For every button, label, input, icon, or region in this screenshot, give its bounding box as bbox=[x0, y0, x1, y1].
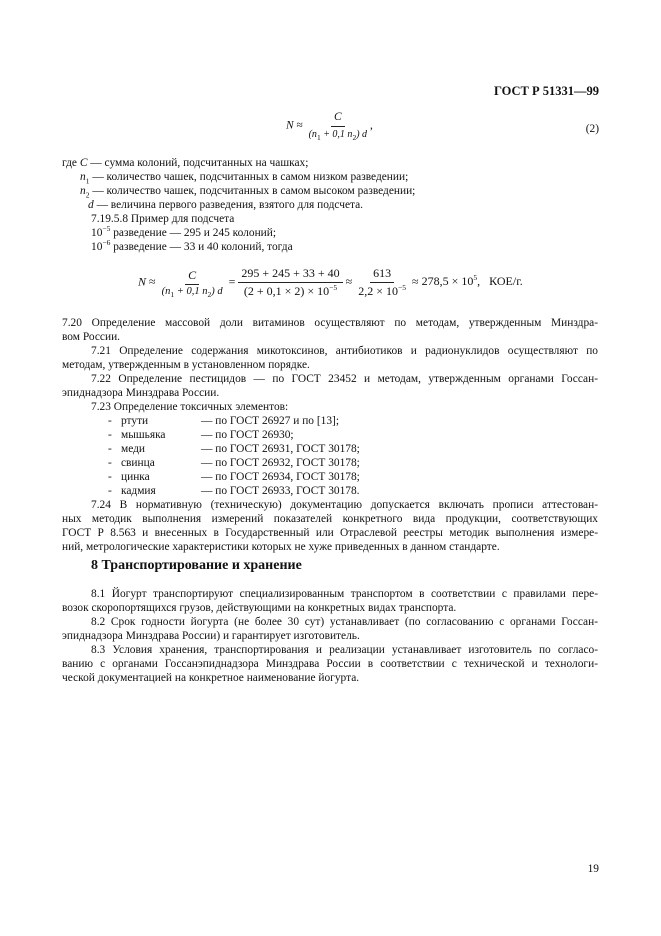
list-item-ref: — по ГОСТ 26930; bbox=[201, 429, 294, 441]
list-item-name: свинца bbox=[121, 457, 155, 469]
para-8-3-line-3: ческой документацией на конкретное наименование йогурта. bbox=[62, 672, 360, 684]
para-7-24-line-2: ных методик выполнения измерений показателей конкретного вида продукции, соответствующих bbox=[62, 513, 598, 525]
example-heading: 7.19.5.8 Пример для подсчета bbox=[91, 213, 235, 225]
list-item-ref: — по ГОСТ 26933, ГОСТ 30178. bbox=[201, 485, 360, 497]
formula-2-tail: , bbox=[370, 119, 373, 132]
para-7-20-line-2: вом России. bbox=[62, 331, 121, 343]
para-7-24-line-1: 7.24 В нормативную (техническую) документацию допускается включать прописи аттестован- bbox=[91, 499, 598, 511]
list-item-ref: — по ГОСТ 26931, ГОСТ 30178; bbox=[201, 443, 360, 455]
formula-2-approx: ≈ bbox=[296, 119, 303, 132]
list-item-dash: - bbox=[108, 485, 112, 497]
list-item-dash: - bbox=[108, 471, 112, 483]
list-item-name: цинка bbox=[121, 471, 150, 483]
section-8-title: 8 Транспортирование и хранение bbox=[91, 558, 302, 573]
para-7-21-line-2: методам, утвержденным в установленном порядке. bbox=[62, 359, 310, 371]
list-item-dash: - bbox=[108, 429, 112, 441]
formula-2-fraction bbox=[306, 110, 370, 142]
where-n2: $n_2$ — количество чашек, подсчитанных в самом высоком разведении; bbox=[80, 185, 416, 200]
document-header: ГОСТ Р 51331—99 bbox=[493, 84, 599, 98]
para-7-22-line-2: эпиднадзора Минздрава России. bbox=[62, 387, 220, 399]
where-c: где C — сумма колоний, подсчитанных на чашках; bbox=[62, 157, 309, 169]
list-item-name: кадмия bbox=[121, 485, 156, 497]
list-item-ref: — по ГОСТ 26934, ГОСТ 30178; bbox=[201, 471, 360, 483]
para-7-22-line-1: 7.22 Определение пестицидов — по ГОСТ 23452 и методам, утвержденным органами Госсан- bbox=[91, 373, 598, 385]
para-8-1-line-2: возок скоропортящихся грузов, действующими на конкретных видах транспорта. bbox=[62, 602, 457, 614]
para-7-23-heading: 7.23 Определение токсичных элементов: bbox=[91, 401, 289, 413]
formula-2-numerator: C bbox=[331, 110, 345, 127]
list-item-dash: - bbox=[108, 457, 112, 469]
para-8-3-line-1: 8.3 Условия хранения, транспортирования и реализации устанавливает изготовитель по согласо- bbox=[91, 644, 598, 656]
para-8-2-line-1: 8.2 Срок годности йогурта (не более 30 сут) устанавливает (по согласованию с органами Госсан- bbox=[91, 616, 598, 628]
list-item-ref: — по ГОСТ 26932, ГОСТ 30178; bbox=[201, 457, 360, 469]
example-unit: КОЕ/г. bbox=[489, 274, 523, 289]
where-n1: $n_1$ — количество чашек, подсчитанных в самом низком разведении; bbox=[80, 171, 409, 186]
example-fraction-2: $\frac{295 + 245 + 33 + 40}{(2 + 0,1 \times 2) \times 10^{-5}}$ bbox=[238, 266, 342, 299]
example-formula: N ≈ $\frac{C}{(n_1 + 0,1 n_2) d}$ = $\frac{295 + 245 + 33 + 40}{(2 + 0,1 \times 2) \times 10^{-5}}$ ≈ $\frac{613}{2,2 \times 10^{-5}}$ ≈ $278,5 \times 10^5$, КОЕ/г. bbox=[138, 266, 523, 300]
formula-2 bbox=[286, 110, 373, 142]
para-8-3-line-2: ванию с органами Госсанэпиднадзора Минздрава России в соответствии с технической и технологи- bbox=[62, 658, 598, 670]
para-7-21-line-1: 7.21 Определение содержания микотоксинов, антибиотиков и радионуклидов осуществляют по bbox=[91, 345, 598, 357]
page-number: 19 bbox=[587, 863, 599, 875]
list-item-ref: — по ГОСТ 26927 и по [13]; bbox=[201, 415, 339, 427]
list-item-name: мышьяка bbox=[121, 429, 166, 441]
list-item-name: меди bbox=[121, 443, 146, 455]
example-formula-lhs: N bbox=[138, 274, 147, 289]
example-line-1: $10^{-5}$ разведение — 295 и 245 колоний; bbox=[91, 224, 277, 239]
example-fraction-3: $\frac{613}{2,2 \times 10^{-5}}$ bbox=[358, 266, 407, 298]
formula-2-denominator: ($n_1 + 0,1$ $n_2$) d bbox=[308, 128, 368, 142]
para-8-1-line-1: 8.1 Йогурт транспортируют специализированным транспортом в соответствии с правилами пере- bbox=[91, 588, 598, 600]
para-8-2-line-2: эпиднадзора Минздрава России) и гарантирует изготовитель. bbox=[62, 630, 360, 642]
list-item-dash: - bbox=[108, 443, 112, 455]
para-7-24-line-3: ГОСТ Р 8.563 и внесенных в Государственный или Отраслевой реестры методик выполнения измере- bbox=[62, 527, 598, 539]
example-result: $278,5 \times 10^5$, bbox=[421, 273, 481, 289]
para-7-20-line-1: 7.20 Определение массовой доли витаминов осуществляют по методам, утвержденным Минздра- bbox=[62, 317, 598, 329]
list-item-dash: - bbox=[108, 415, 112, 427]
formula-2-number: (2) bbox=[585, 123, 599, 135]
para-7-24-line-4: ний, метрологические характеристики которых не хуже приведенных в данном стандарте. bbox=[62, 541, 500, 553]
list-item-name: ртути bbox=[121, 415, 149, 427]
formula-2-lhs: N bbox=[286, 119, 294, 132]
example-line-2: $10^{-6}$ разведение — 33 и 40 колоний, тогда bbox=[91, 238, 293, 253]
where-d: d — величина первого разведения, взятого для подсчета. bbox=[88, 199, 364, 211]
example-fraction-1: $\frac{C}{(n_1 + 0,1 n_2) d}$ bbox=[161, 268, 223, 300]
